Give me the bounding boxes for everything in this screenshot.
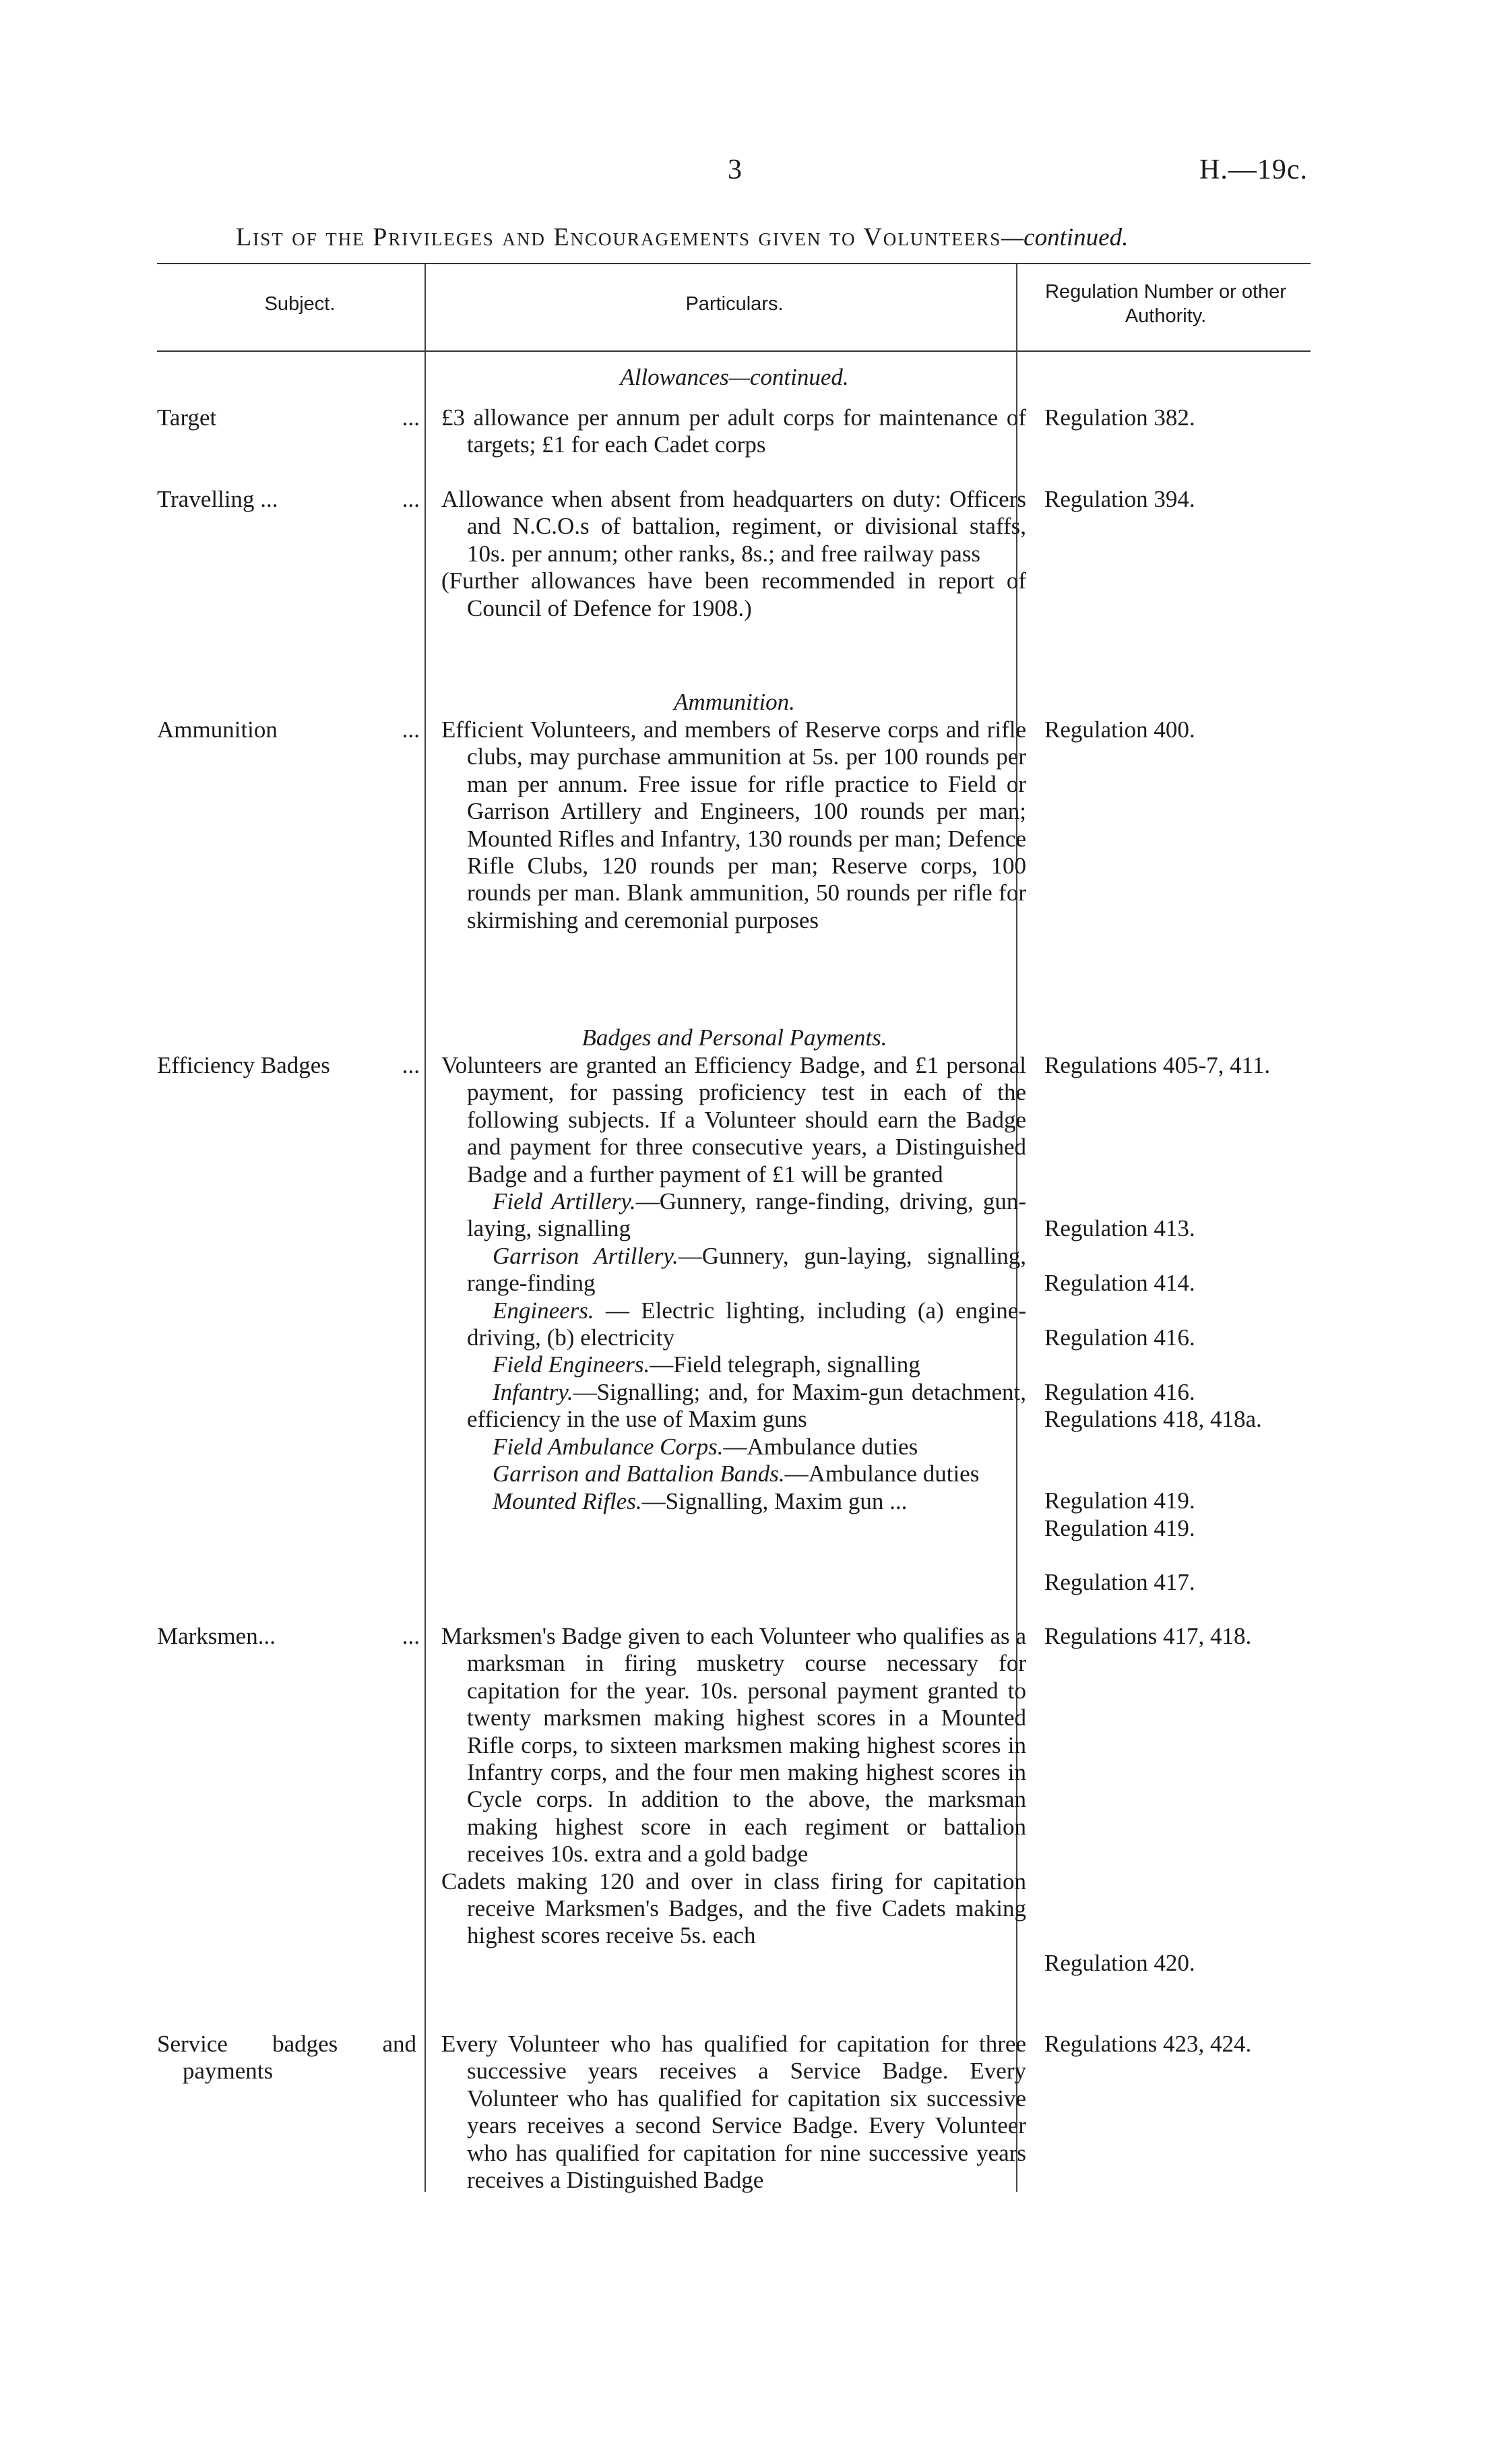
badge-item-label: Field Engineers. [493,1351,650,1378]
badge-item-text: —Gunnery, gun-laying, signalling, range-finding [467,1242,1026,1297]
subject-label: Marksmen... [157,1623,276,1649]
page-title [236,222,1128,252]
leader-dots: ... [402,1623,420,1649]
authority-line: Regulations 405-7, 411. [1044,1052,1271,1078]
authority-line: Regulation 413. [1044,1215,1195,1242]
authority-line: Regulation 414. [1044,1270,1195,1297]
badge-item-text: —Gunnery, range-finding, driving, gun-laying, signalling [467,1188,1027,1242]
badge-item-label: Garrison and Battalion Bands. [493,1460,785,1487]
column-head-authority: Regulation Number or other Authority. [1045,281,1286,327]
badge-item [441,1434,1026,1460]
particulars-travelling [441,486,1026,622]
paragraph: Every Volunteer who has qualified for capitation for three successive years receives a Service Badge. Every Volunteer who has qualified for capitation six successive years receives a second Service Badge. Every Volunteer who has qualified for capitation for nine successive years receives a Distinguished Badge [441,2031,1026,2194]
column-divider-left [424,264,426,2192]
paragraph: Allowance when absent from headquarters on duty: Officers and N.C.O.s of battalion, regiment, or divisional staffs, 10s. per annum; other ranks, 8s.; and free railway pass [441,486,1026,567]
authority-ammunition [1044,716,1354,743]
leader-dots: ... [402,1052,420,1078]
authority-line: Regulation 416. [1044,1378,1195,1405]
subject-label: Target [157,404,217,431]
subject-label: Travelling ... [157,486,278,512]
authority-efficiency-badges [1044,1052,1354,1597]
badge-item-text: —Ambulance duties [784,1460,980,1487]
authority-line: Regulation 420. [1044,1949,1195,1976]
paragraph: Marksmen's Badge given to each Volunteer who qualifies as a marksman in firing musketry course necessary for capitation for the year. 10s. personal payment granted to twenty marksmen making highest scores in a Mounted Rifle corps, to sixteen marksmen making highest scores in Infantry corps, and the four men making highest scores in Cycle corps. In addition to the above, the marksman making highest score in each regiment or battalion receives 10s. extra and a gold badge [441,1623,1026,1868]
subject-label: Efficiency Badges [157,1052,330,1078]
leader-dots: ... [402,716,420,743]
section-heading-badges: Badges and Personal Payments. [581,1024,887,1051]
particulars-ammunition [441,716,1026,934]
leader-dots: ... [402,404,420,431]
badge-item [441,1379,1026,1434]
badge-item-label: Mounted Rifles. [493,1487,642,1514]
badge-item [441,1460,1026,1487]
badge-item [441,1297,1026,1352]
authority-line: Regulation 417. [1044,1569,1195,1596]
badge-item [441,1488,1026,1515]
subject-marksmen [157,1623,420,1650]
authority-line: Regulations 423, 424. [1044,2031,1252,2057]
particulars-target [441,404,1026,459]
badge-item-label: Engineers. [493,1297,594,1324]
subject-label: Service badges and payments [157,2031,416,2085]
subject-label: Ammunition [157,716,278,743]
section-heading-allowances: Allowances—continued. [620,364,849,390]
badge-item-text: —Signalling; and, for Maxim-gun detachment, efficiency in the use of Maxim guns [467,1378,1026,1433]
authority-marksmen [1044,1623,1354,1977]
authority-line: Regulation 419. [1044,1487,1195,1514]
paragraph: (Further allowances have been recommended in report of Council of Defence for 1908.) [441,567,1026,621]
authority-target [1044,404,1354,431]
paragraph: £3 allowance per annum per adult corps for maintenance of targets; £1 for each Cadet corps [441,404,1026,458]
leader-dots: ... [402,486,420,512]
authority-travelling [1044,486,1354,513]
authority-line: Regulation 416. [1044,1324,1195,1351]
particulars-efficiency-badges [441,1052,1026,1515]
subject-efficiency-badges [157,1052,420,1079]
badge-item [441,1188,1026,1243]
badge-item-label: Field Artillery. [493,1188,636,1215]
title-suffix: —continued. [1001,224,1129,251]
subject-service-badges [157,2031,416,2085]
badge-item-label: Infantry. [493,1378,573,1405]
paragraph: Cadets making 120 and over in class firing for capitation receive Marksmen's Badges, and the five Cadets making highest scores receive 5s. each [441,1868,1026,1949]
badge-item [441,1351,1026,1378]
badge-item-text: — Electric lighting, including (a) engine-driving, (b) electricity [467,1297,1026,1351]
particulars-marksmen [441,1623,1026,1950]
subject-travelling [157,486,420,513]
badge-item-label: Field Ambulance Corps. [493,1433,724,1460]
authority-line: Regulation 400. [1044,716,1195,743]
authority-line: Regulations 417, 418. [1044,1623,1252,1649]
page-number: 3 [728,154,742,185]
section-heading-ammunition: Ammunition. [674,689,795,715]
table-head-rule [157,350,1311,352]
badge-item-text: —Ambulance duties [723,1433,918,1460]
paragraph: Volunteers are granted an Efficiency Badge, and £1 personal payment, for passing proficiency test in each of the following subjects. If a Volunteer should earn the Badge and payment for three consecutive years, a Distinguished Badge and a further payment of £1 will be granted [441,1052,1026,1188]
title-caps: List of the Privileges and Encouragements given to Volunteers [236,223,1002,251]
column-head-subject: Subject. [264,293,336,315]
paragraph: Efficient Volunteers, and members of Reserve corps and rifle clubs, may purchase ammunition at 5s. per 100 rounds per man per annum. Free issue for rifle practice to Field or Garrison Artillery and Engineers, 100 rounds per man; Mounted Rifles and Infantry, 130 rounds per man; Defence Rifle Clubs, 120 rounds per man; Reserve corps, 100 rounds per man. Blank ammunition, 50 rounds per rifle for skirmishing and ceremonial purposes [441,716,1026,933]
document-reference: H.—19c. [1199,154,1308,185]
column-head-particulars: Particulars. [685,293,784,315]
authority-line: Regulation 382. [1044,404,1195,431]
particulars-service-badges [441,2031,1026,2194]
authority-line: Regulation 419. [1044,1514,1195,1541]
badge-item-label: Garrison Artillery. [493,1242,679,1269]
authority-line: Regulations 418, 418a. [1044,1406,1262,1433]
subject-target [157,404,420,431]
badge-item [441,1243,1026,1297]
authority-service-badges [1044,2031,1354,2058]
subject-ammunition [157,716,420,743]
badge-item-text: —Field telegraph, signalling [650,1351,920,1378]
table-top-rule [157,263,1311,264]
authority-line: Regulation 394. [1044,486,1195,512]
badge-item-text: —Signalling, Maxim gun ... [641,1487,908,1514]
